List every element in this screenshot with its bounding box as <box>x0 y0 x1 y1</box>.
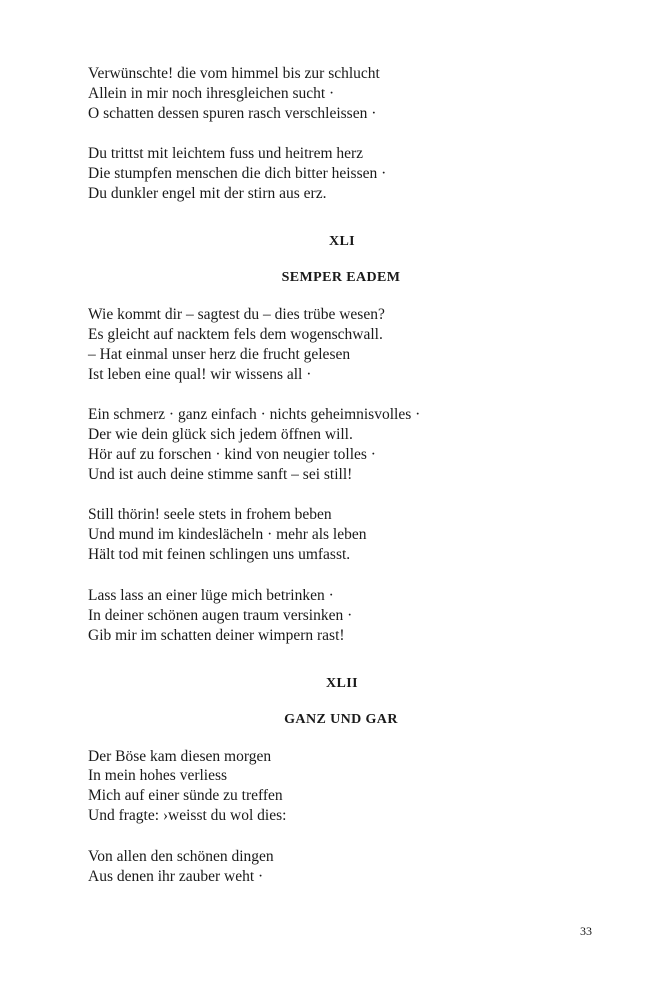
stanza <box>88 586 594 646</box>
verse-line: Mich auf einer sünde zu treffen <box>88 787 283 805</box>
verse-line: Lass lass an einer lüge mich betrinken · <box>88 586 334 604</box>
verse-line: Du trittst mit leichtem fuss und heitrem herz <box>88 145 364 163</box>
poem-title: GANZ UND GAR <box>284 711 398 727</box>
poem-xlii <box>88 675 594 887</box>
verse-line: Hör auf zu forschen · kind von neugier tolles · <box>88 446 376 464</box>
stanza <box>88 847 594 887</box>
verse-line: Ist leben eine qual! wir wissens all · <box>88 365 312 383</box>
poem-continuation <box>88 64 594 204</box>
poem-xli <box>88 233 594 645</box>
verse-line: Aus denen ihr zauber weht · <box>88 867 264 885</box>
verse-line: Die stumpfen menschen die dich bitter heissen · <box>88 165 387 183</box>
verse-line: Du dunkler engel mit der stirn aus erz. <box>88 185 327 203</box>
stanza <box>88 747 594 827</box>
stanza <box>88 505 594 565</box>
verse-line: Und ist auch deine stimme sanft – sei still! <box>88 465 353 483</box>
stanza <box>88 64 594 124</box>
verse-line: – Hat einmal unser herz die frucht gelesen <box>88 345 351 363</box>
page-number: 33 <box>580 924 592 938</box>
verse-line: Der Böse kam diesen morgen <box>88 747 272 765</box>
verse-line: Verwünschte! die vom himmel bis zur schlucht <box>88 65 380 82</box>
verse-line: In mein hohes verliess <box>88 767 228 785</box>
stanza <box>88 305 594 385</box>
verse-line: In deiner schönen augen traum versinken · <box>88 606 353 624</box>
verse-line: Es gleicht auf nacktem fels dem wogenschwall. <box>88 325 383 343</box>
poem-title: SEMPER EADEM <box>281 270 401 286</box>
verse-line: Ein schmerz · ganz einfach · nichts geheimnisvolles · <box>88 406 421 424</box>
verse-line: Allein in mir noch ihresgleichen sucht · <box>88 84 335 102</box>
verse-line: O schatten dessen spuren rasch verschleissen · <box>88 104 377 122</box>
verse-line: Der wie dein glück sich jedem öffnen will. <box>88 426 353 444</box>
stanza <box>88 144 594 204</box>
verse-line: Von allen den schönen dingen <box>88 847 274 865</box>
poem-page <box>88 64 594 907</box>
poem-numeral: XLII <box>326 675 358 691</box>
stanza <box>88 405 594 485</box>
verse-line: Still thörin! seele stets in frohem beben <box>88 506 332 524</box>
poem-numeral: XLI <box>328 234 356 250</box>
verse-line: Hält tod mit feinen schlingen uns umfasst. <box>88 546 351 564</box>
verse-line: Und mund im kindeslächeln · mehr als leben <box>88 526 367 544</box>
verse-line: Und fragte: ›weisst du wol dies: <box>88 807 287 825</box>
verse-line: Gib mir im schatten deiner wimpern rast! <box>88 626 345 644</box>
verse-line: Wie kommt dir – sagtest du – dies trübe wesen? <box>88 306 385 324</box>
